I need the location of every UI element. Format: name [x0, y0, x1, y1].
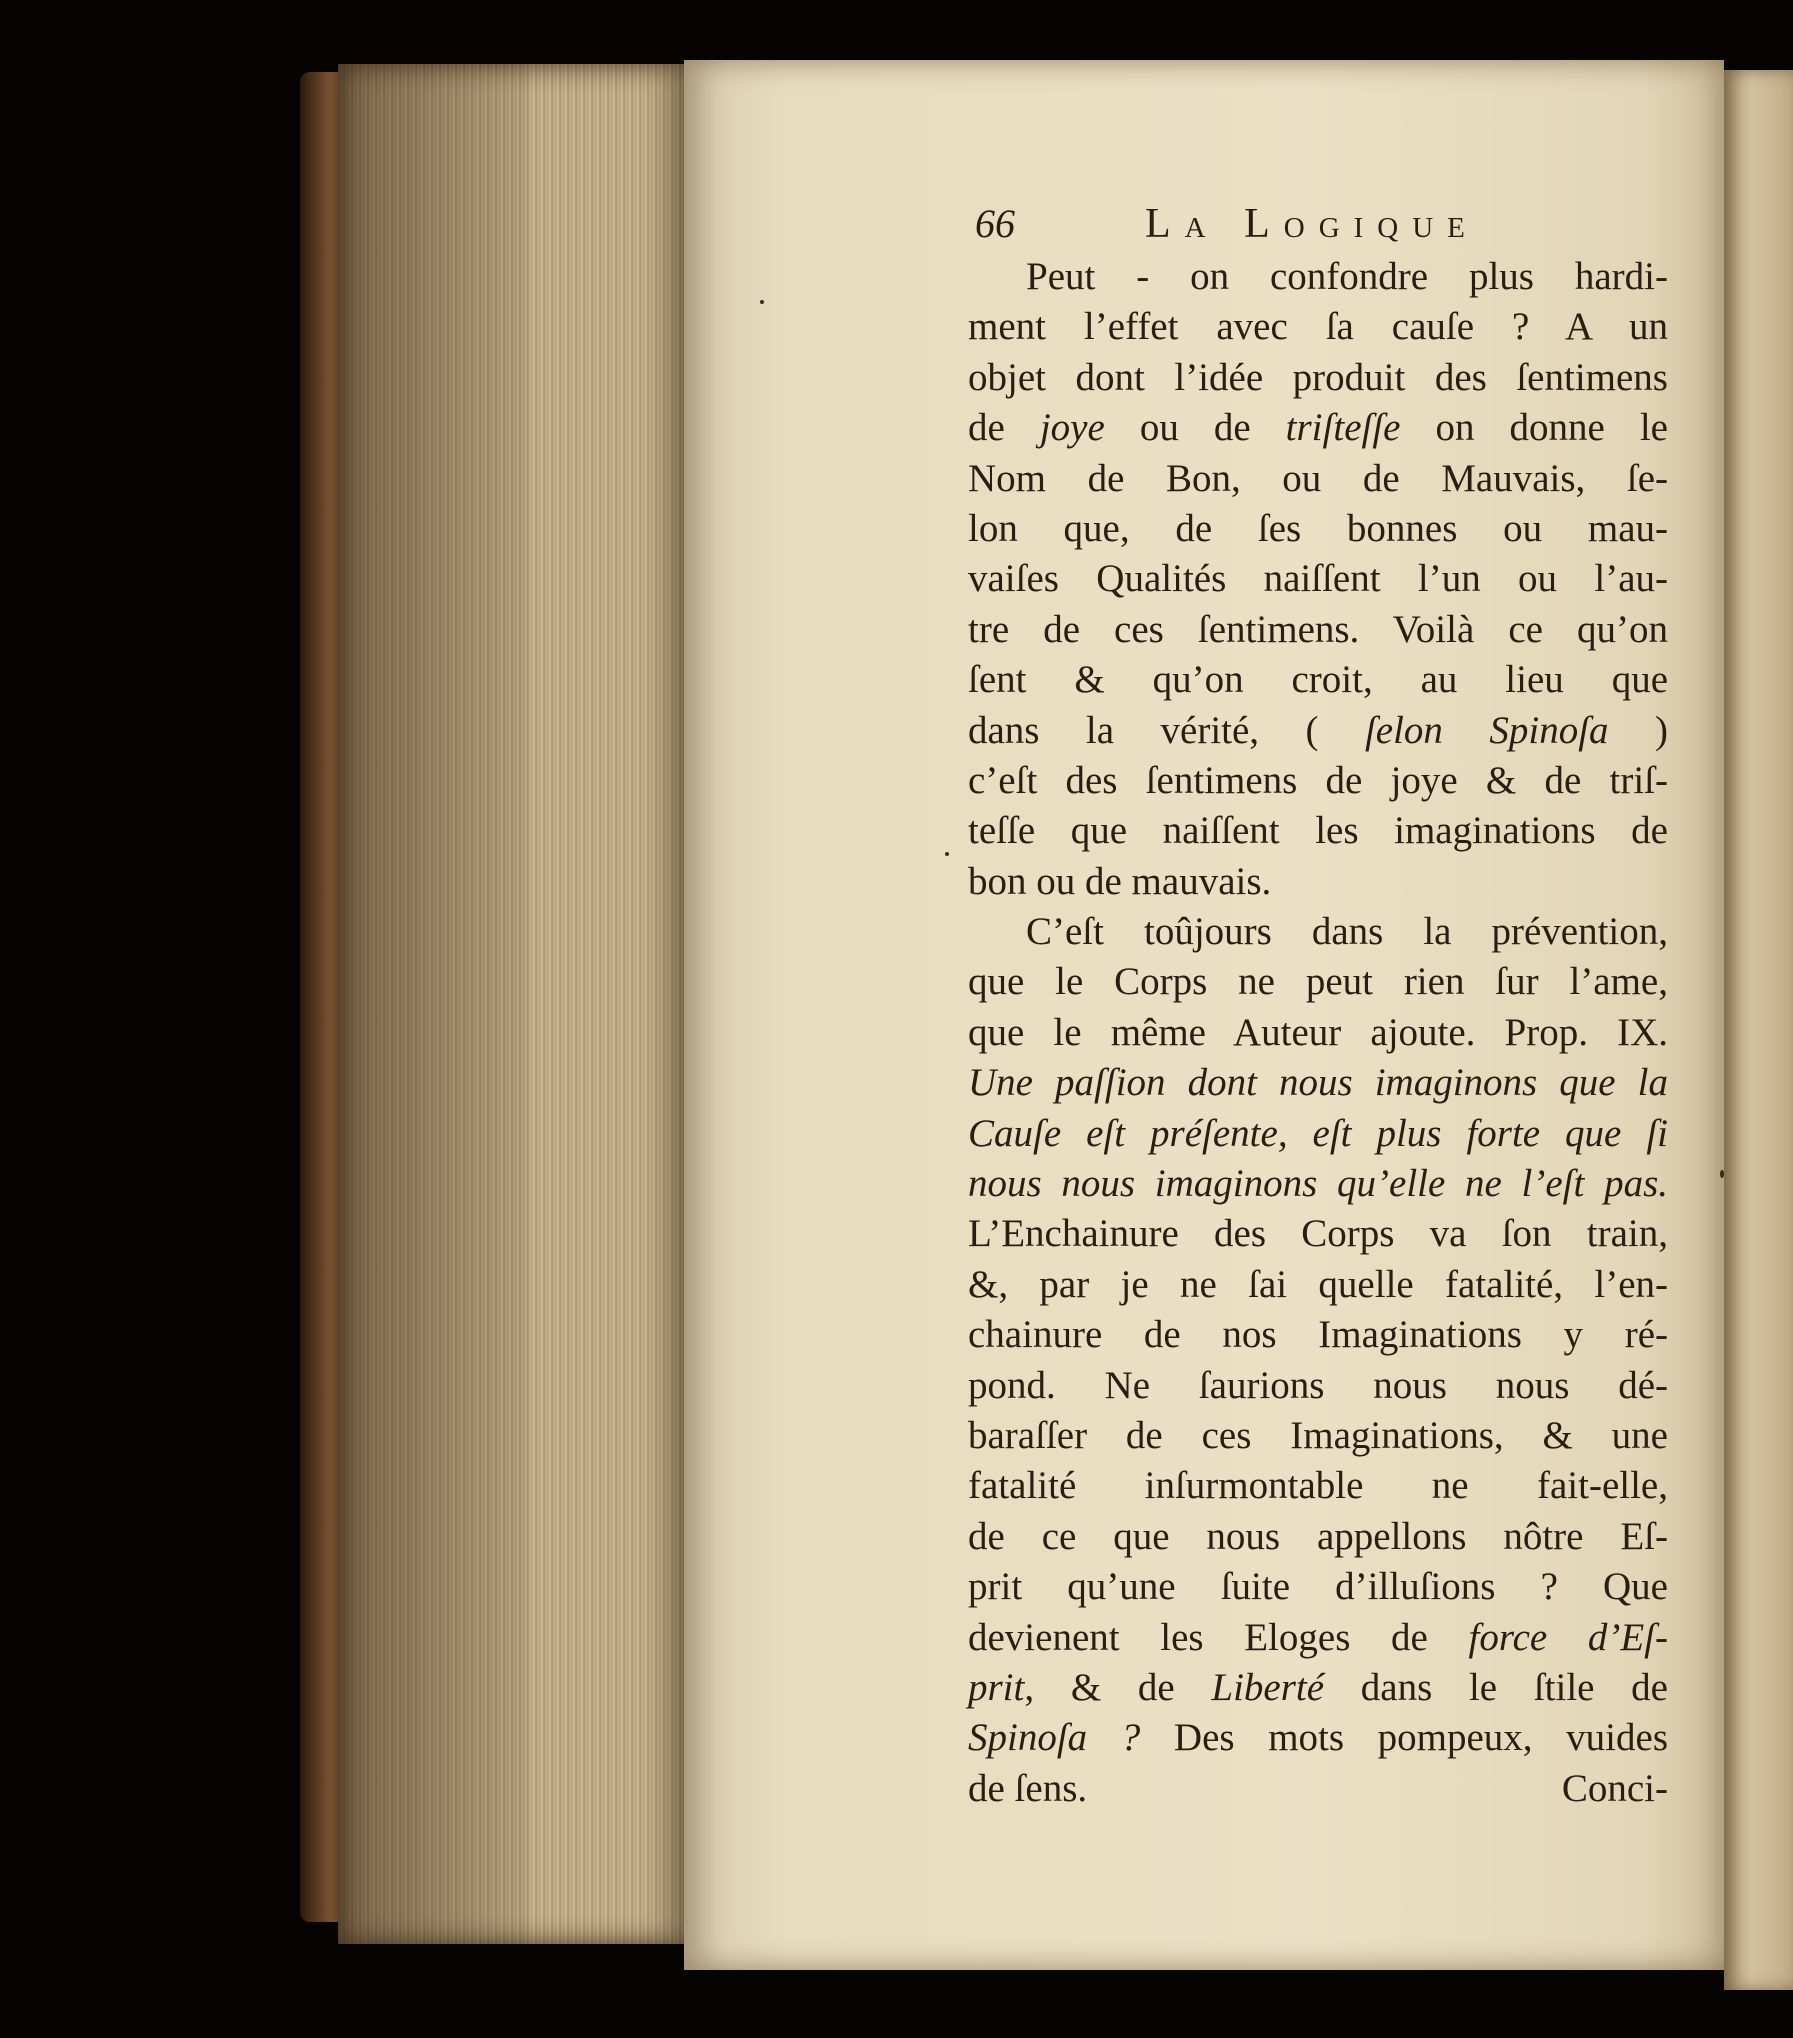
text-line: que le Corps ne peut rien ſur l’ame,	[968, 960, 1668, 1004]
text-run: ou de	[1104, 406, 1286, 450]
italic-run: Spinoſa ?	[968, 1716, 1141, 1760]
text-line: ment l’effet avec ſa cauſe ? A un	[968, 305, 1668, 349]
italic-run: triſteſſe	[1285, 406, 1401, 450]
text-line: tre de ces ſentimens. Voilà ce qu’on	[968, 607, 1668, 651]
page-edge-shadow	[338, 64, 528, 1944]
text-line	[968, 1713, 1668, 1763]
text-line	[968, 706, 1668, 756]
catchword: Conci-	[1561, 1766, 1668, 1810]
text-line: bon ou de mauvais.	[968, 859, 1272, 903]
text-run: , & de	[1024, 1665, 1212, 1709]
text-line: fatalité inſurmontable ne fait-elle,	[968, 1464, 1668, 1508]
text-run: de ſens.	[968, 1766, 1088, 1810]
ink-speck	[945, 852, 949, 856]
page-block-edges	[338, 64, 684, 1944]
text-line: Cauſe eſt préſente, eſt plus forte que ſi	[968, 1111, 1668, 1155]
text-line: baraſſer de ces Imaginations, & une	[968, 1413, 1668, 1457]
page-number: 66	[975, 201, 1015, 246]
text-line: L’Enchainure des Corps va ſon train,	[968, 1212, 1668, 1256]
facing-page-edge	[1724, 70, 1793, 1990]
text-run: dans la vérité, (	[968, 708, 1365, 752]
italic-run: Liberté	[1211, 1665, 1325, 1709]
ink-speck	[1720, 1170, 1724, 1178]
text-line: ſent & qu’on croit, au lieu que	[968, 658, 1668, 702]
text-run: Des mots pompeux, vuides	[1140, 1716, 1669, 1760]
text-line	[968, 403, 1668, 453]
text-line: de ce que nous appellons nôtre Eſ-	[968, 1514, 1668, 1558]
italic-run: force d’Eſ-	[1468, 1615, 1668, 1659]
text-run: )	[1608, 708, 1668, 752]
italic-run: ſelon Spinoſa	[1364, 708, 1609, 752]
text-line: lon que, de ſes bonnes ou mau-	[968, 506, 1668, 550]
text-line: c’eſt des ſentimens de joye & de triſ-	[968, 758, 1668, 802]
text-line: nous nous imaginons qu’elle ne l’eſt pas.	[968, 1162, 1668, 1206]
text-run: devienent les Eloges de	[968, 1615, 1469, 1659]
text-line: chainure de nos Imaginations y ré-	[968, 1313, 1668, 1357]
text-run: dans le ſtile de	[1324, 1665, 1668, 1709]
ink-speck	[760, 300, 764, 304]
text-line: Peut - on confondre plus hardi-	[1026, 255, 1668, 298]
text-line: teſſe que naiſſent les imaginations de	[968, 809, 1668, 853]
text-line: prit qu’une ſuite d’illuſions ? Que	[968, 1565, 1668, 1609]
text-line: que le même Auteur ajoute. Prop. IX.	[968, 1010, 1668, 1054]
text-line	[968, 1663, 1668, 1713]
text-line: Une paſſion dont nous imaginons que la	[968, 1061, 1668, 1105]
text-line: C’eſt toûjours dans la prévention,	[1026, 910, 1668, 954]
text-line: vaiſes Qualités naiſſent l’un ou l’au-	[968, 557, 1668, 601]
italic-run: prit	[968, 1665, 1025, 1709]
text-line: pond. Ne ſaurions nous nous dé-	[968, 1363, 1668, 1407]
text-line: Nom de Bon, ou de Mauvais, ſe-	[968, 456, 1668, 500]
text-line: &, par je ne ſai quelle fatalité, l’en-	[968, 1262, 1668, 1306]
text-line	[968, 1613, 1668, 1663]
text-run: on donne le	[1400, 406, 1668, 450]
text-run: de	[968, 406, 1040, 450]
body-text	[968, 252, 1668, 1814]
running-head	[975, 196, 1665, 252]
running-title: La Logique	[1145, 201, 1479, 247]
text-line: objet dont l’idée produit des ſentimens	[968, 355, 1668, 399]
text-line	[968, 1764, 1668, 1814]
italic-run: joye	[1039, 406, 1105, 450]
